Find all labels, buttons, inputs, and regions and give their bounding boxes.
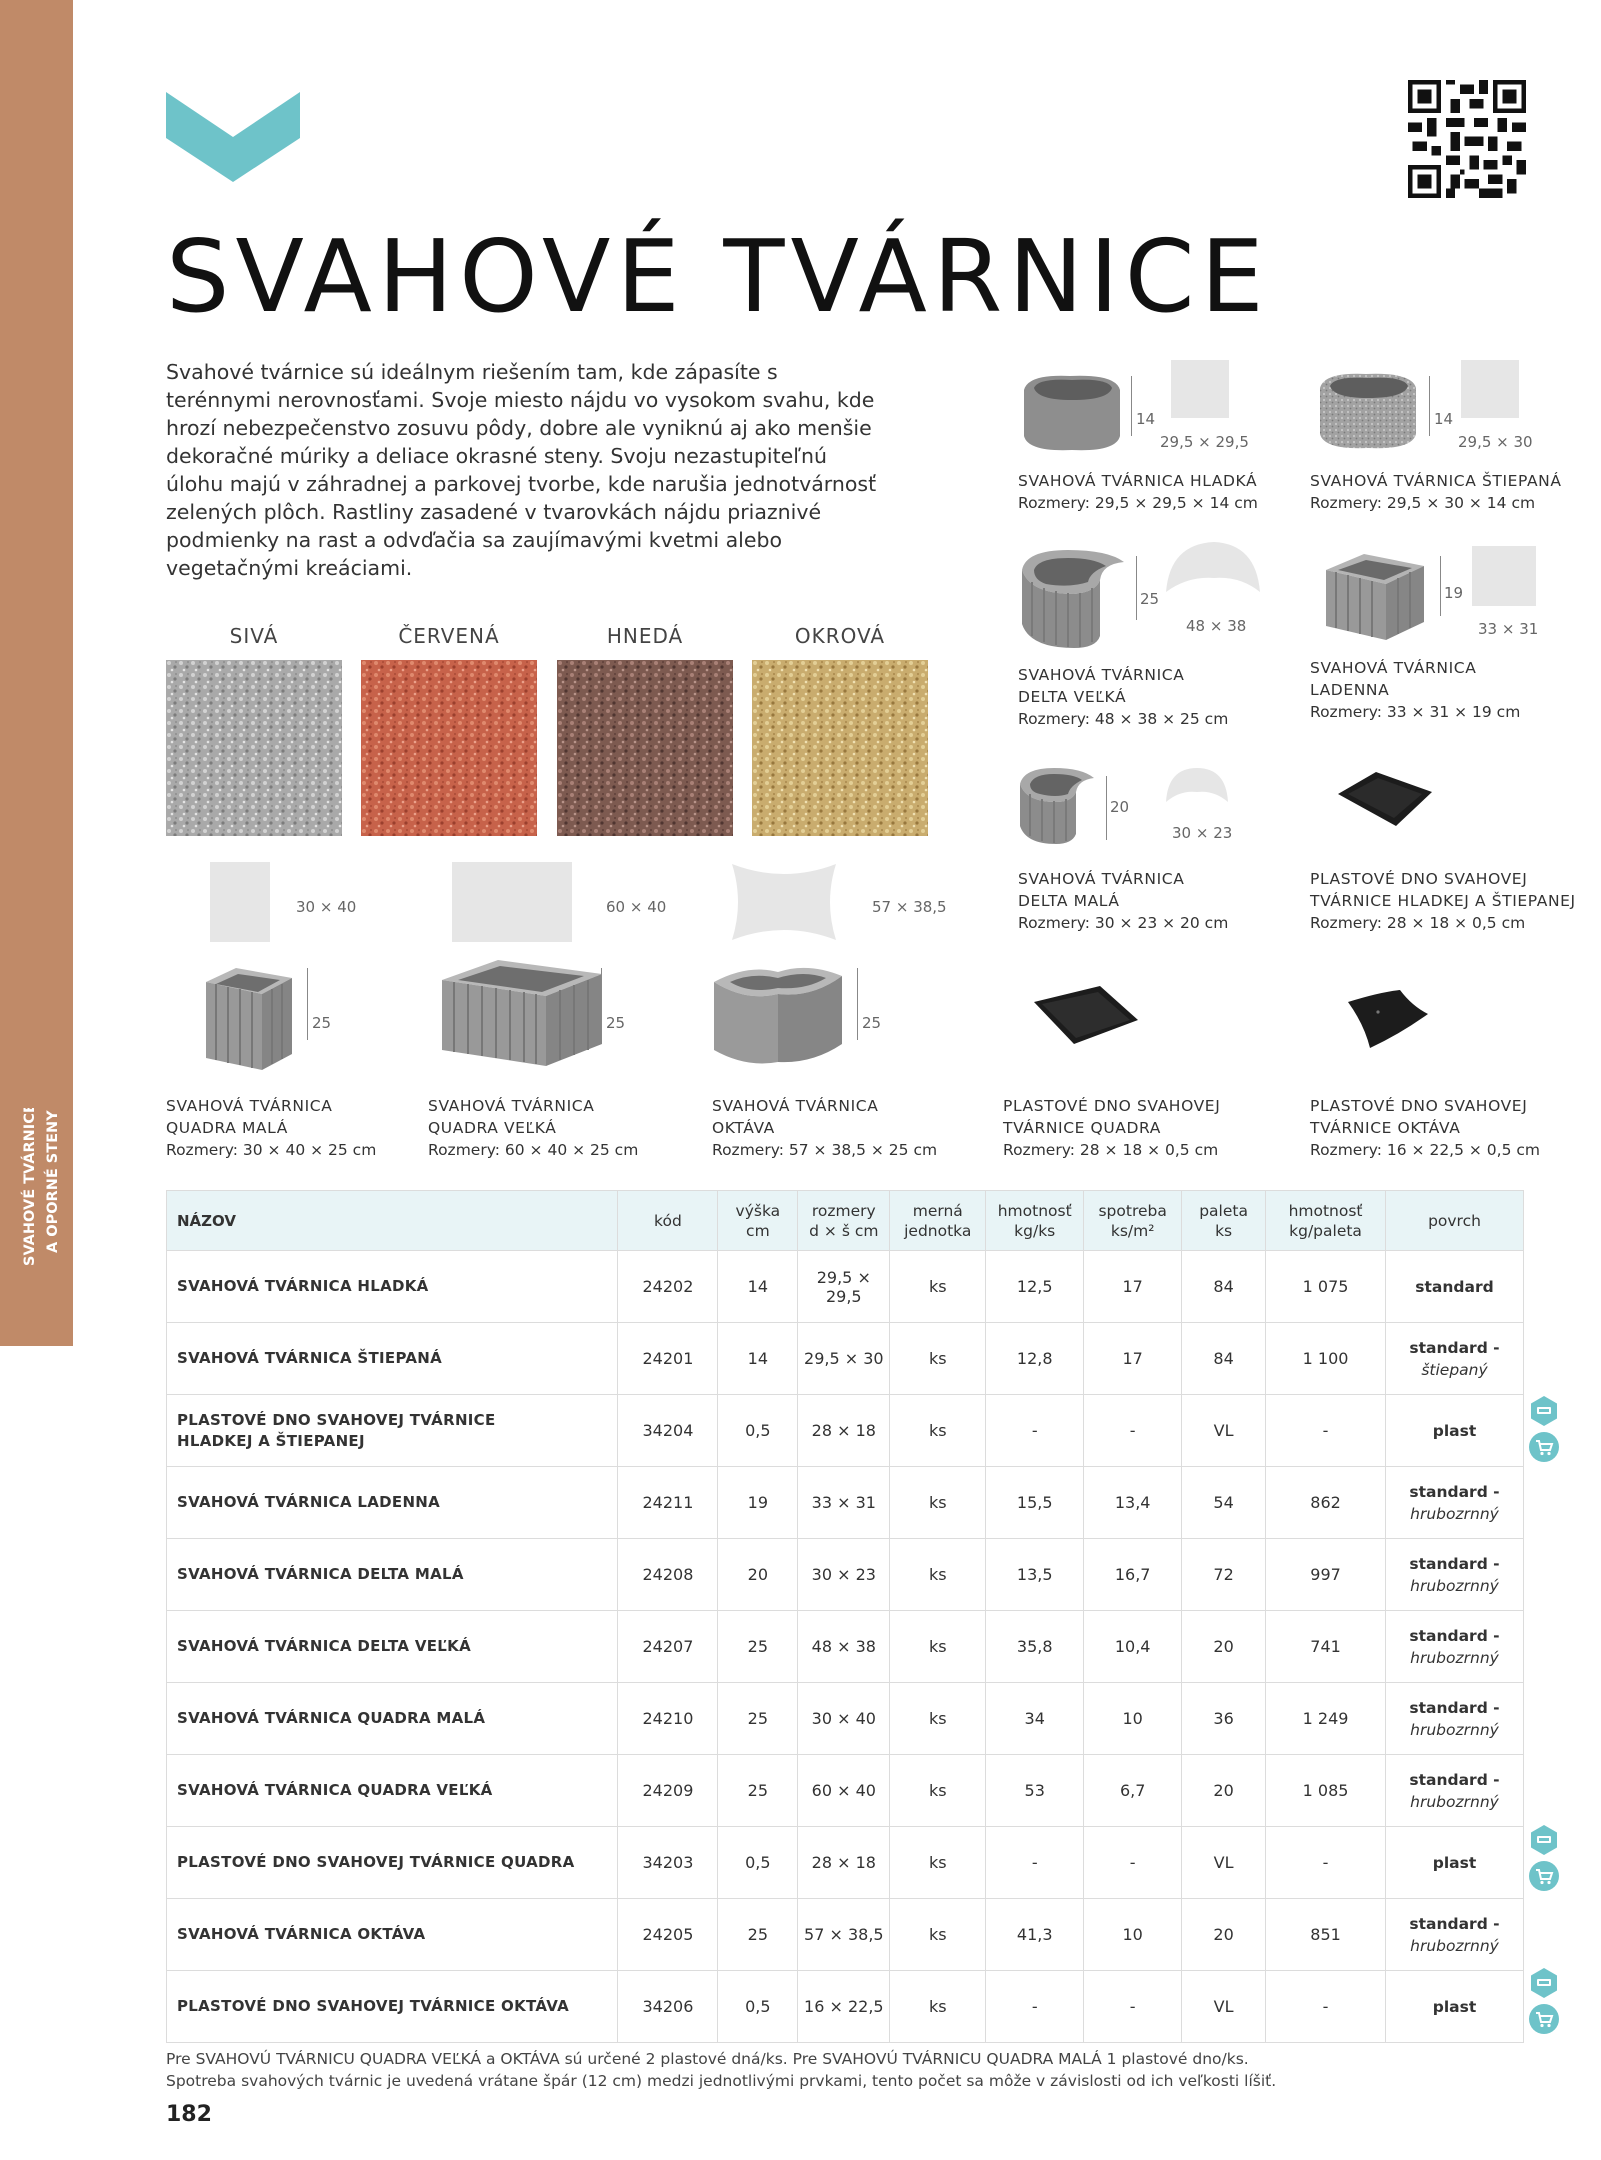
side-tab-line1: SVAHOVÉ TVÁRNICE bbox=[22, 1108, 38, 1266]
cell-size: 60 × 40 bbox=[798, 1755, 890, 1827]
cell-surface bbox=[1386, 1755, 1524, 1827]
height-dim-stiepana: 14 bbox=[1434, 410, 1454, 428]
footprint-delta-mala bbox=[1164, 766, 1230, 818]
side-tab-label bbox=[6, 1108, 68, 1268]
cell-height: 25 bbox=[718, 1755, 798, 1827]
cell-size: 33 × 31 bbox=[798, 1467, 890, 1539]
cell-pallet-weight: 997 bbox=[1266, 1539, 1386, 1611]
col-header-code: kód bbox=[618, 1191, 718, 1251]
surface-main: standard - bbox=[1409, 1554, 1500, 1573]
cart-icon[interactable] bbox=[1528, 1431, 1560, 1463]
table-row bbox=[167, 1467, 1524, 1539]
cell-pallet: VL bbox=[1182, 1395, 1266, 1467]
footprint-hladka bbox=[1171, 360, 1229, 418]
col-header-height: výška cm bbox=[718, 1191, 798, 1251]
surface-sub: štiepaný bbox=[1421, 1360, 1488, 1379]
cell-unit: ks bbox=[890, 1827, 986, 1899]
footprint-delta-velka bbox=[1164, 540, 1262, 618]
product-quadra-velka bbox=[428, 1095, 638, 1161]
product-dims: Rozmery: 30 × 40 × 25 cm bbox=[166, 1141, 377, 1159]
cell-size: 29,5 × 30 bbox=[798, 1323, 890, 1395]
cell-consumption: 17 bbox=[1084, 1251, 1182, 1323]
cell-weight: 53 bbox=[986, 1755, 1084, 1827]
cell-pallet: 84 bbox=[1182, 1251, 1266, 1323]
footnote-line: Spotreba svahových tvárnic je uvedená vrátane špár (12 cm) medzi jednotlivými prvkami, tento počet sa môže v závislosti od ich veľkosti líšiť. bbox=[166, 2072, 1277, 2090]
cell-pallet-weight: 1 100 bbox=[1266, 1323, 1386, 1395]
cell-size: 29,5 × 29,5 bbox=[798, 1251, 890, 1323]
swatch-brown bbox=[557, 660, 733, 836]
height-dim-delta-velka: 25 bbox=[1140, 590, 1160, 608]
surface-main: standard - bbox=[1409, 1338, 1500, 1357]
cell-surface bbox=[1386, 1395, 1524, 1467]
cell-code: 24201 bbox=[618, 1323, 718, 1395]
height-dim-delta-mala: 20 bbox=[1110, 798, 1130, 816]
height-dim-oktava: 25 bbox=[862, 1014, 882, 1032]
product-delta-mala bbox=[1018, 868, 1228, 934]
cell-name: PLASTOVÉ DNO SVAHOVEJ TVÁRNICE HLADKEJ A ŠTIEPANEJ bbox=[167, 1395, 618, 1467]
cell-name: PLASTOVÉ DNO SVAHOVEJ TVÁRNICE OKTÁVA bbox=[167, 1971, 618, 2043]
footprint-dim-ladenna: 33 × 31 bbox=[1478, 620, 1539, 638]
cell-height: 25 bbox=[718, 1899, 798, 1971]
table-header-row bbox=[167, 1191, 1524, 1251]
cell-pallet: VL bbox=[1182, 1827, 1266, 1899]
cell-name: SVAHOVÁ TVÁRNICA QUADRA VEĽKÁ bbox=[167, 1755, 618, 1827]
cell-weight: 12,5 bbox=[986, 1251, 1084, 1323]
height-dim-quadra-velka: 25 bbox=[606, 1014, 626, 1032]
cell-consumption: 6,7 bbox=[1084, 1755, 1182, 1827]
cell-height: 25 bbox=[718, 1683, 798, 1755]
surface-main: standard - bbox=[1409, 1770, 1500, 1789]
surface-sub: hrubozrnný bbox=[1410, 1504, 1499, 1523]
cell-consumption: 10 bbox=[1084, 1683, 1182, 1755]
cell-consumption: - bbox=[1084, 1827, 1182, 1899]
cell-weight: 15,5 bbox=[986, 1467, 1084, 1539]
table-row bbox=[167, 1971, 1524, 2043]
product-name: SVAHOVÁ TVÁRNICA ŠTIEPANÁ bbox=[1310, 472, 1562, 490]
qr-code-icon[interactable] bbox=[1408, 80, 1526, 198]
cell-name: SVAHOVÁ TVÁRNICA DELTA VEĽKÁ bbox=[167, 1611, 618, 1683]
surface-main: plast bbox=[1432, 1421, 1477, 1440]
cell-size: 16 × 22,5 bbox=[798, 1971, 890, 2043]
product-dims: Rozmery: 30 × 23 × 20 cm bbox=[1018, 914, 1229, 932]
cell-name: SVAHOVÁ TVÁRNICA HLADKÁ bbox=[167, 1251, 618, 1323]
product-table bbox=[166, 1190, 1524, 2043]
table-row bbox=[167, 1539, 1524, 1611]
cell-weight: - bbox=[986, 1971, 1084, 2043]
cell-pallet-weight: - bbox=[1266, 1971, 1386, 2043]
product-name: PLASTOVÉ DNO SVAHOVEJ TVÁRNICE HLADKEJ A ŠTIEPANEJ bbox=[1310, 870, 1576, 910]
cell-height: 0,5 bbox=[718, 1827, 798, 1899]
cell-code: 24210 bbox=[618, 1683, 718, 1755]
footprint-dim-oktava: 57 × 38,5 bbox=[872, 898, 947, 916]
table-row bbox=[167, 1755, 1524, 1827]
product-plastic-base-hladka-stiepana bbox=[1310, 868, 1576, 934]
cell-size: 28 × 18 bbox=[798, 1395, 890, 1467]
cell-pallet: 20 bbox=[1182, 1899, 1266, 1971]
cart-icon[interactable] bbox=[1528, 1860, 1560, 1892]
chevron-down-icon bbox=[166, 92, 300, 182]
product-name: SVAHOVÁ TVÁRNICA QUADRA VEĽKÁ bbox=[428, 1097, 595, 1137]
table-row bbox=[167, 1251, 1524, 1323]
table-row bbox=[167, 1323, 1524, 1395]
cell-pallet-weight: 1 249 bbox=[1266, 1683, 1386, 1755]
color-label-red: ČERVENÁ bbox=[398, 624, 500, 648]
cell-code: 24205 bbox=[618, 1899, 718, 1971]
cell-consumption: - bbox=[1084, 1971, 1182, 2043]
cell-weight: 13,5 bbox=[986, 1539, 1084, 1611]
cell-height: 14 bbox=[718, 1323, 798, 1395]
cell-unit: ks bbox=[890, 1971, 986, 2043]
cell-size: 28 × 18 bbox=[798, 1827, 890, 1899]
footprint-dim-delta-velka: 48 × 38 bbox=[1186, 617, 1247, 635]
cell-name: SVAHOVÁ TVÁRNICA OKTÁVA bbox=[167, 1899, 618, 1971]
intro-paragraph: Svahové tvárnice sú ideálnym riešením tam, kde zápasíte s terénnymi nerovnosťami. Svoje miesto nájdu vo vysokom svahu, kde hrozí nebezpečenstvo zosuvu pôdy, dobre ale vyniknú aj ako menšie dekoračné múriky a deliace okrasné steny. Svoju nezastupiteľnú úlohu majú v záhradnej a parkovej tvorbe, kde narušia jednotvárnosť zelených plôch. Rastliny zasadené v tvarovkách nájdu priaznivé podmienky na rast a odvďačia sa zaujímavými kvetmi alebo vegetačnými kreáciami. bbox=[166, 360, 877, 580]
cell-consumption: 16,7 bbox=[1084, 1539, 1182, 1611]
height-tick-delta-velka bbox=[1136, 556, 1137, 620]
col-header-pallet: paleta ks bbox=[1182, 1191, 1266, 1251]
block-ladenna bbox=[1320, 548, 1430, 644]
product-dims: Rozmery: 29,5 × 29,5 × 14 cm bbox=[1018, 494, 1258, 512]
col-header-weight: hmotnosť kg/ks bbox=[986, 1191, 1084, 1251]
product-quadra-mala bbox=[166, 1095, 376, 1161]
product-name: SVAHOVÁ TVÁRNICA DELTA MALÁ bbox=[1018, 870, 1185, 910]
product-ladenna bbox=[1310, 657, 1520, 723]
product-stiepana bbox=[1310, 470, 1562, 514]
cell-unit: ks bbox=[890, 1539, 986, 1611]
product-dims: Rozmery: 16 × 22,5 × 0,5 cm bbox=[1310, 1141, 1541, 1159]
cell-size: 57 × 38,5 bbox=[798, 1899, 890, 1971]
surface-sub: hrubozrnný bbox=[1410, 1648, 1499, 1667]
cell-surface bbox=[1386, 1899, 1524, 1971]
table-row bbox=[167, 1899, 1524, 1971]
cell-pallet: 20 bbox=[1182, 1611, 1266, 1683]
cell-height: 14 bbox=[718, 1251, 798, 1323]
height-tick-quadra-mala bbox=[307, 968, 308, 1040]
eshop-badge-icon[interactable] bbox=[1528, 1824, 1560, 1856]
height-dim-ladenna: 19 bbox=[1444, 584, 1464, 602]
side-tab-line2: A OPORNÉ STENY bbox=[45, 1110, 61, 1253]
col-header-pallet-weight: hmotnosť kg/paleta bbox=[1266, 1191, 1386, 1251]
footprint-dim-delta-mala: 30 × 23 bbox=[1172, 824, 1233, 842]
table-body bbox=[167, 1251, 1524, 2043]
block-delta-velka bbox=[1016, 544, 1136, 650]
product-dims: Rozmery: 29,5 × 30 × 14 cm bbox=[1310, 494, 1536, 512]
block-oktava bbox=[708, 958, 848, 1066]
table-row bbox=[167, 1827, 1524, 1899]
footprint-quadra-mala bbox=[210, 862, 270, 942]
cell-consumption: 10,4 bbox=[1084, 1611, 1182, 1683]
swatch-grey bbox=[166, 660, 342, 836]
product-name: SVAHOVÁ TVÁRNICA QUADRA MALÁ bbox=[166, 1097, 333, 1137]
cell-pallet-weight: - bbox=[1266, 1395, 1386, 1467]
col-header-surface: povrch bbox=[1386, 1191, 1524, 1251]
swatch-ochre bbox=[752, 660, 928, 836]
product-plastic-base-quadra bbox=[1003, 1095, 1220, 1161]
color-label-grey: SIVÁ bbox=[229, 624, 279, 648]
cell-surface bbox=[1386, 1683, 1524, 1755]
color-label-brown: HNEDÁ bbox=[606, 624, 684, 648]
cell-size: 48 × 38 bbox=[798, 1611, 890, 1683]
footnote bbox=[166, 2048, 1526, 2092]
cell-code: 34203 bbox=[618, 1827, 718, 1899]
cell-weight: 12,8 bbox=[986, 1323, 1084, 1395]
cell-unit: ks bbox=[890, 1611, 986, 1683]
surface-sub: hrubozrnný bbox=[1410, 1576, 1499, 1595]
footprint-oktava bbox=[726, 862, 842, 942]
cell-size: 30 × 23 bbox=[798, 1539, 890, 1611]
cell-height: 25 bbox=[718, 1611, 798, 1683]
table-row bbox=[167, 1611, 1524, 1683]
product-dims: Rozmery: 48 × 38 × 25 cm bbox=[1018, 710, 1229, 728]
cell-weight: 35,8 bbox=[986, 1611, 1084, 1683]
cell-unit: ks bbox=[890, 1251, 986, 1323]
cell-unit: ks bbox=[890, 1467, 986, 1539]
cell-consumption: 17 bbox=[1084, 1323, 1182, 1395]
product-dims: Rozmery: 60 × 40 × 25 cm bbox=[428, 1141, 639, 1159]
cell-pallet: VL bbox=[1182, 1971, 1266, 2043]
eshop-badge-icon[interactable] bbox=[1528, 1967, 1560, 1999]
surface-main: standard - bbox=[1409, 1698, 1500, 1717]
height-tick-quadra-velka bbox=[601, 968, 602, 1040]
height-tick-hladka bbox=[1131, 376, 1132, 436]
footprint-dim-stiepana: 29,5 × 30 bbox=[1458, 433, 1533, 451]
cell-unit: ks bbox=[890, 1323, 986, 1395]
cell-height: 20 bbox=[718, 1539, 798, 1611]
product-delta-velka bbox=[1018, 664, 1228, 730]
cell-pallet: 54 bbox=[1182, 1467, 1266, 1539]
cell-consumption: 13,4 bbox=[1084, 1467, 1182, 1539]
table-row bbox=[167, 1395, 1524, 1467]
cell-code: 24207 bbox=[618, 1611, 718, 1683]
col-header-unit: merná jednotka bbox=[890, 1191, 986, 1251]
cell-consumption: 10 bbox=[1084, 1899, 1182, 1971]
product-name: SVAHOVÁ TVÁRNICA OKTÁVA bbox=[712, 1097, 879, 1137]
footnote-line: Pre SVAHOVÚ TVÁRNICU QUADRA VEĽKÁ a OKTÁVA sú určené 2 plastové dná/ks. Pre SVAHOVÚ TVÁRNICU QUADRA MALÁ 1 plastové dno/ks. bbox=[166, 2050, 1249, 2068]
footprint-dim-hladka: 29,5 × 29,5 bbox=[1160, 433, 1249, 451]
surface-main: plast bbox=[1432, 1853, 1477, 1872]
footprint-dim-quadra-velka: 60 × 40 bbox=[606, 898, 667, 916]
cell-height: 19 bbox=[718, 1467, 798, 1539]
cell-pallet-weight: 851 bbox=[1266, 1899, 1386, 1971]
cart-icon[interactable] bbox=[1528, 2003, 1560, 2035]
cell-code: 24208 bbox=[618, 1539, 718, 1611]
product-name: PLASTOVÉ DNO SVAHOVEJ TVÁRNICE OKTÁVA bbox=[1310, 1097, 1528, 1137]
surface-sub: hrubozrnný bbox=[1410, 1936, 1499, 1955]
product-dims: Rozmery: 28 × 18 × 0,5 cm bbox=[1310, 914, 1526, 932]
block-quadra-mala bbox=[192, 962, 296, 1072]
plastic-base-quadra bbox=[1030, 984, 1140, 1046]
product-hladka bbox=[1018, 470, 1258, 514]
col-header-name: NÁZOV bbox=[167, 1191, 618, 1251]
eshop-badge-icon[interactable] bbox=[1528, 1395, 1560, 1427]
surface-main: standard - bbox=[1409, 1626, 1500, 1645]
product-dims: Rozmery: 33 × 31 × 19 cm bbox=[1310, 703, 1521, 721]
cell-name: SVAHOVÁ TVÁRNICA DELTA MALÁ bbox=[167, 1539, 618, 1611]
swatch-red bbox=[361, 660, 537, 836]
cell-pallet-weight: 1 085 bbox=[1266, 1755, 1386, 1827]
cell-weight: - bbox=[986, 1827, 1084, 1899]
footprint-dim-quadra-mala: 30 × 40 bbox=[296, 898, 357, 916]
cell-unit: ks bbox=[890, 1755, 986, 1827]
cell-pallet: 84 bbox=[1182, 1323, 1266, 1395]
cell-consumption: - bbox=[1084, 1395, 1182, 1467]
cell-unit: ks bbox=[890, 1683, 986, 1755]
height-tick-delta-mala bbox=[1106, 776, 1107, 840]
cell-pallet-weight: - bbox=[1266, 1827, 1386, 1899]
cell-pallet: 20 bbox=[1182, 1755, 1266, 1827]
cell-surface bbox=[1386, 1323, 1524, 1395]
surface-main: standard bbox=[1415, 1277, 1494, 1296]
table-row bbox=[167, 1683, 1524, 1755]
cell-pallet: 36 bbox=[1182, 1683, 1266, 1755]
cell-code: 34206 bbox=[618, 1971, 718, 2043]
cell-pallet-weight: 1 075 bbox=[1266, 1251, 1386, 1323]
cell-pallet-weight: 862 bbox=[1266, 1467, 1386, 1539]
height-tick-oktava bbox=[857, 968, 858, 1040]
cell-surface bbox=[1386, 1467, 1524, 1539]
product-plastic-base-oktava bbox=[1310, 1095, 1540, 1161]
cell-name: SVAHOVÁ TVÁRNICA LADENNA bbox=[167, 1467, 618, 1539]
page-number: 182 bbox=[166, 2102, 212, 2127]
surface-sub: hrubozrnný bbox=[1410, 1720, 1499, 1739]
product-name: SVAHOVÁ TVÁRNICA HLADKÁ bbox=[1018, 472, 1258, 490]
cell-surface bbox=[1386, 1827, 1524, 1899]
product-name: SVAHOVÁ TVÁRNICA DELTA VEĽKÁ bbox=[1018, 666, 1185, 706]
footprint-stiepana bbox=[1461, 360, 1519, 418]
plastic-base-hladka-stiepana bbox=[1336, 770, 1436, 828]
cell-name: SVAHOVÁ TVÁRNICA QUADRA MALÁ bbox=[167, 1683, 618, 1755]
cell-weight: 34 bbox=[986, 1683, 1084, 1755]
page-title: SVAHOVÉ TVÁRNICE bbox=[166, 218, 1270, 335]
cell-weight: 41,3 bbox=[986, 1899, 1084, 1971]
col-header-consumption: spotreba ks/m² bbox=[1084, 1191, 1182, 1251]
surface-sub: hrubozrnný bbox=[1410, 1792, 1499, 1811]
cell-unit: ks bbox=[890, 1899, 986, 1971]
cell-pallet: 72 bbox=[1182, 1539, 1266, 1611]
product-name: PLASTOVÉ DNO SVAHOVEJ TVÁRNICE QUADRA bbox=[1003, 1097, 1221, 1137]
cell-name: SVAHOVÁ TVÁRNICA ŠTIEPANÁ bbox=[167, 1323, 618, 1395]
product-oktava bbox=[712, 1095, 937, 1161]
cell-surface bbox=[1386, 1611, 1524, 1683]
height-dim-hladka: 14 bbox=[1136, 410, 1156, 428]
color-label-ochre: OKROVÁ bbox=[794, 624, 886, 648]
product-name: SVAHOVÁ TVÁRNICA LADENNA bbox=[1310, 659, 1477, 699]
footprint-quadra-velka bbox=[452, 862, 572, 942]
height-dim-quadra-mala: 25 bbox=[312, 1014, 332, 1032]
cell-code: 24202 bbox=[618, 1251, 718, 1323]
col-header-size: rozmery d × š cm bbox=[798, 1191, 890, 1251]
cell-size: 30 × 40 bbox=[798, 1683, 890, 1755]
cell-surface bbox=[1386, 1539, 1524, 1611]
cell-code: 24211 bbox=[618, 1467, 718, 1539]
cell-surface bbox=[1386, 1971, 1524, 2043]
product-dims: Rozmery: 28 × 18 × 0,5 cm bbox=[1003, 1141, 1219, 1159]
surface-main: standard - bbox=[1409, 1914, 1500, 1933]
cell-height: 0,5 bbox=[718, 1395, 798, 1467]
footprint-ladenna bbox=[1472, 546, 1536, 606]
block-quadra-velka bbox=[432, 954, 610, 1068]
surface-main: plast bbox=[1432, 1997, 1477, 2016]
cell-weight: - bbox=[986, 1395, 1084, 1467]
height-tick-ladenna bbox=[1440, 556, 1441, 616]
product-dims: Rozmery: 57 × 38,5 × 25 cm bbox=[712, 1141, 938, 1159]
cell-surface bbox=[1386, 1251, 1524, 1323]
block-hladka bbox=[1020, 370, 1124, 456]
height-tick-stiepana bbox=[1429, 376, 1430, 436]
block-stiepana bbox=[1316, 368, 1420, 454]
surface-main: standard - bbox=[1409, 1482, 1500, 1501]
cell-unit: ks bbox=[890, 1395, 986, 1467]
cell-pallet-weight: 741 bbox=[1266, 1611, 1386, 1683]
cell-code: 24209 bbox=[618, 1755, 718, 1827]
block-delta-mala bbox=[1016, 764, 1102, 846]
cell-code: 34204 bbox=[618, 1395, 718, 1467]
cell-name: PLASTOVÉ DNO SVAHOVEJ TVÁRNICE QUADRA bbox=[167, 1827, 618, 1899]
plastic-base-oktava bbox=[1340, 988, 1430, 1050]
cell-height: 0,5 bbox=[718, 1971, 798, 2043]
